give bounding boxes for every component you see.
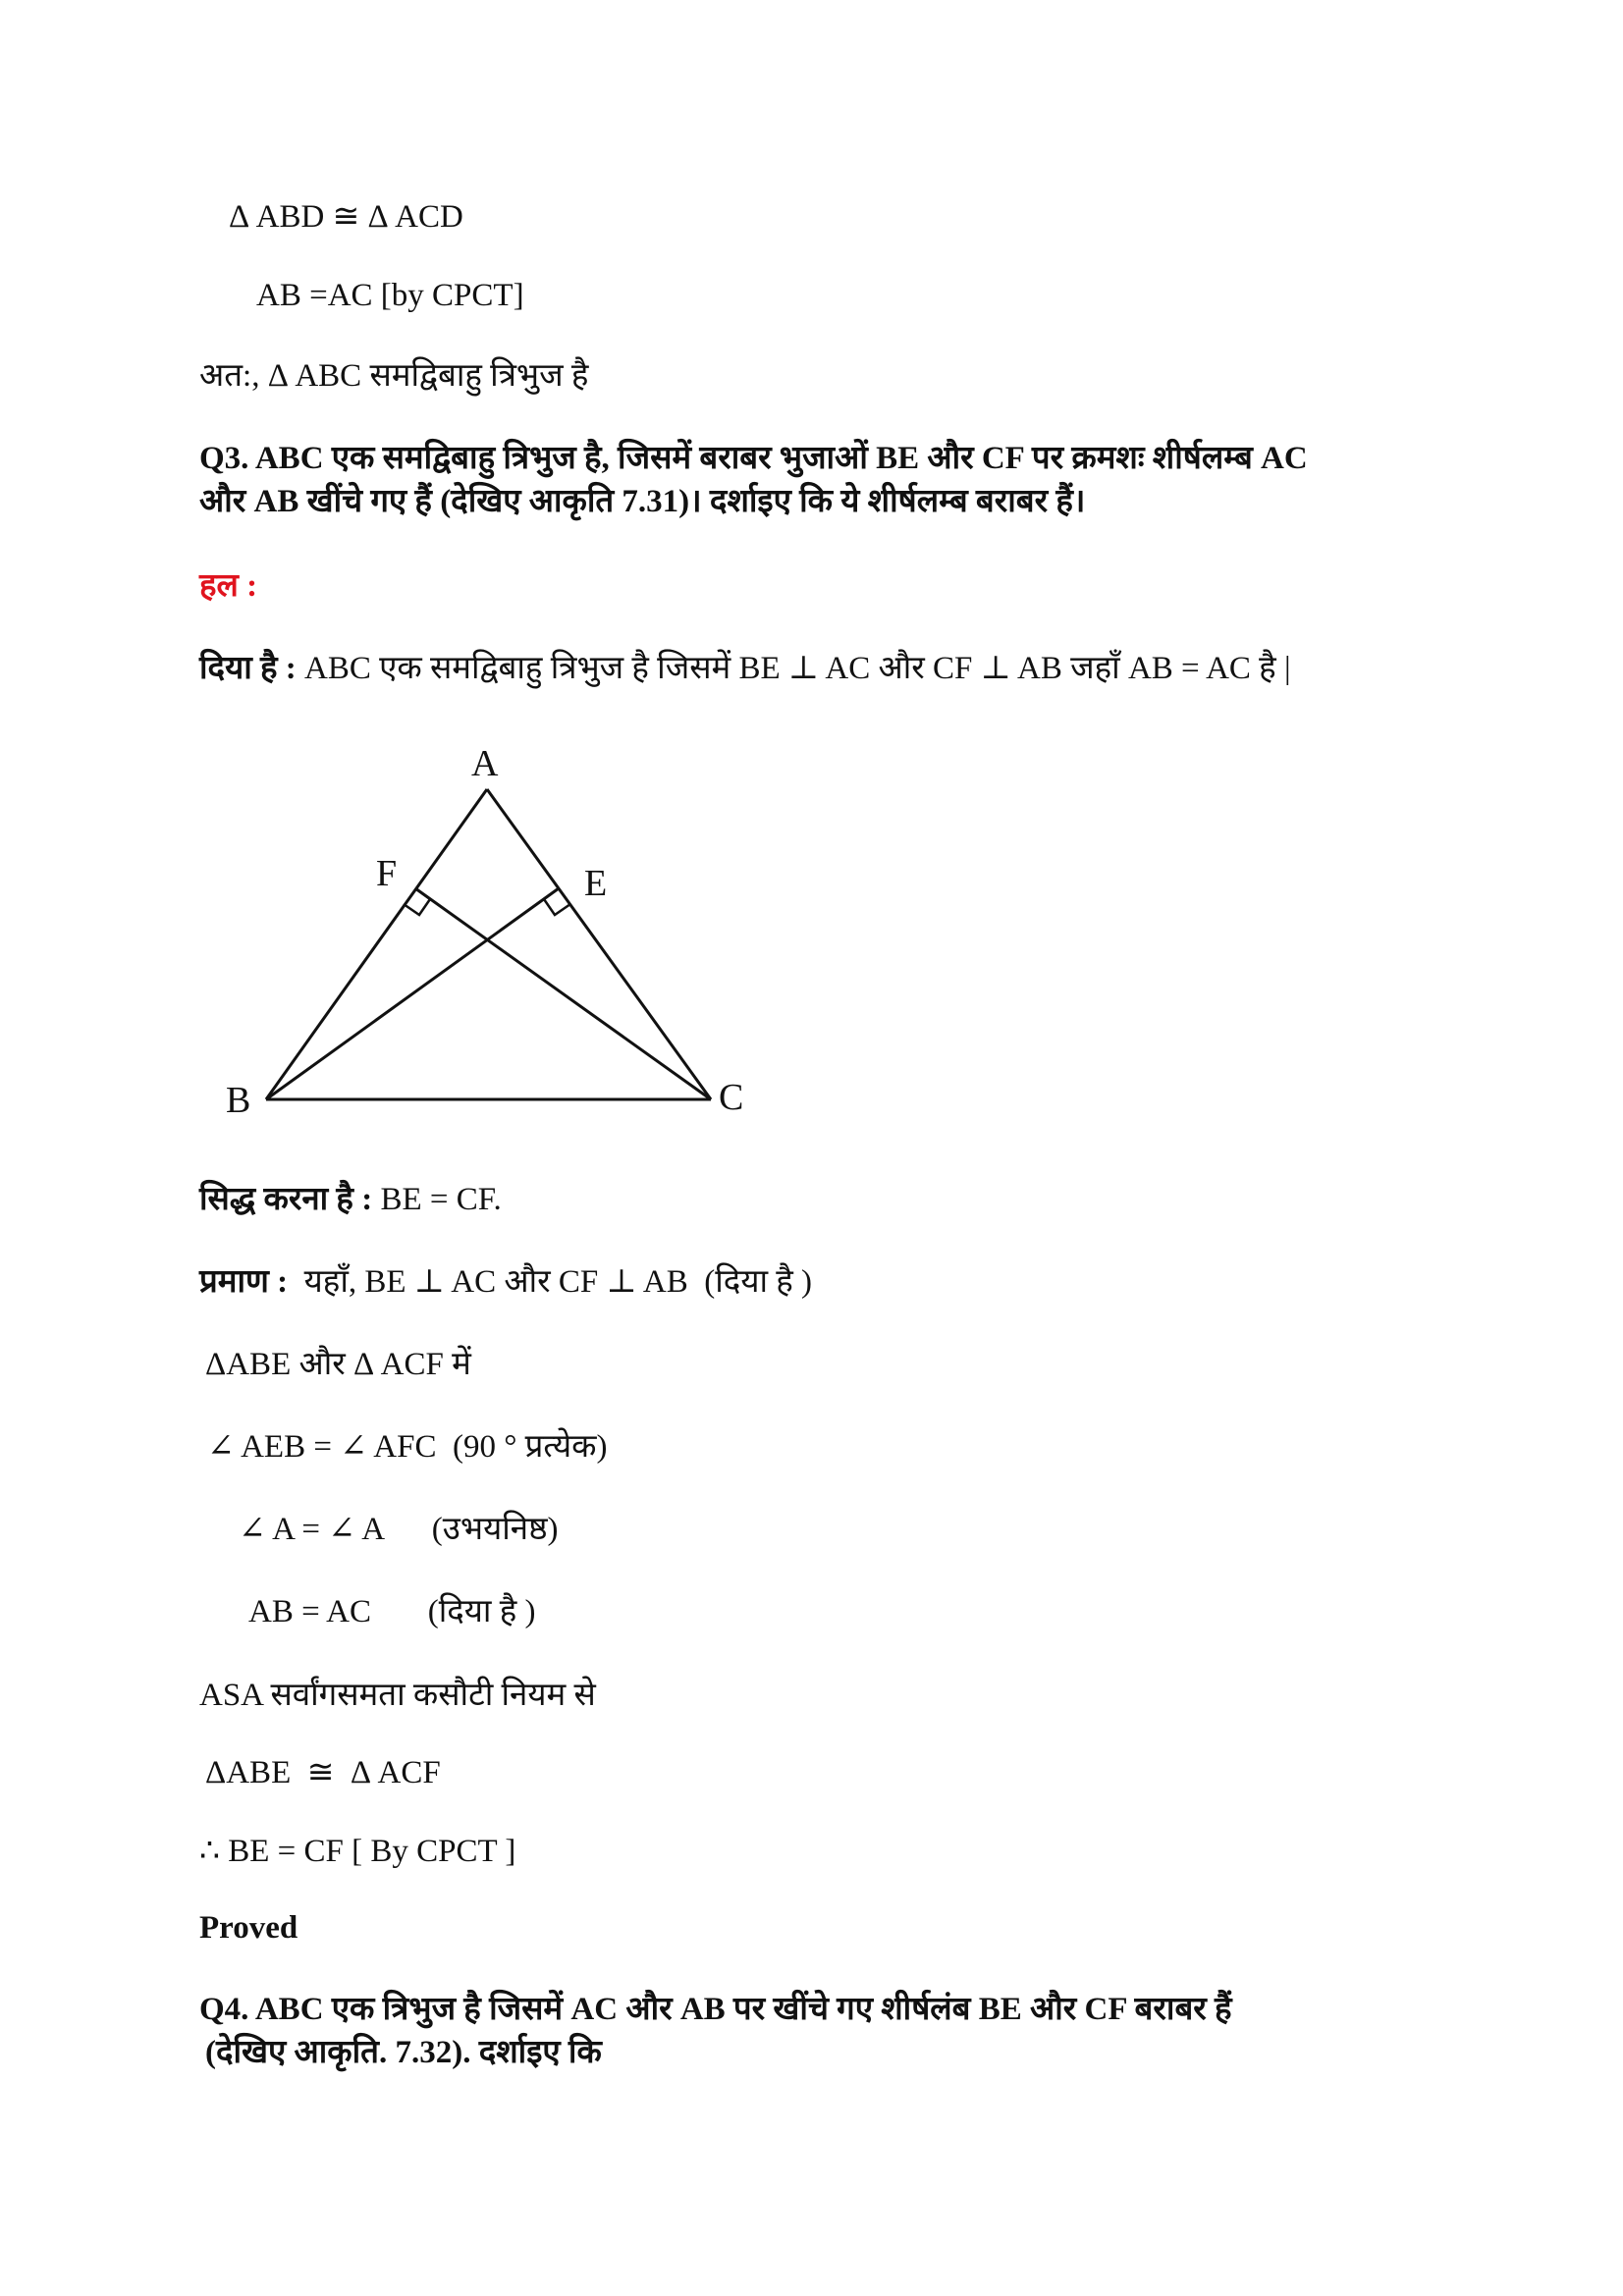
question-4-line-2: (देखिए आकृति. 7.32). दर्शाइए कि	[205, 2035, 602, 2070]
proof-line	[199, 1262, 812, 1302]
proof-step-3: ∠ A = ∠ A (उभयनिष्ठ)	[239, 1512, 559, 1547]
proof-step-5: ASA सर्वांगसमता कसौटी नियम से	[199, 1678, 596, 1713]
proved-label: Proved	[199, 1910, 298, 1946]
label-a: A	[471, 743, 499, 784]
solution-heading: हल :	[199, 568, 258, 604]
label-c: C	[719, 1077, 744, 1118]
side-ab	[266, 789, 487, 1099]
to-prove-text: BE = CF.	[372, 1182, 502, 1217]
congruence-line: Δ ABD ≅ Δ ACD	[229, 199, 463, 235]
label-f: F	[376, 853, 398, 894]
given-text: ABC एक समद्विबाहु त्रिभुज है जिसमें BE ⊥ AC और CF ⊥ AB जहाँ AB = AC है |	[296, 651, 1291, 686]
proof-step-2: ∠ AEB = ∠ AFC (90 ° प्रत्येक)	[207, 1429, 608, 1465]
question-3-line-2: और AB खींचे गए हैं (देखिए आकृति 7.31)। दर्शाइए कि ये शीर्षलम्ब बराबर हैं।	[199, 484, 1086, 519]
side-ac	[487, 789, 711, 1099]
proof-label: प्रमाण :	[199, 1264, 289, 1300]
proof-step-4: AB = AC (दिया है )	[248, 1594, 536, 1629]
altitude-cf	[415, 888, 711, 1099]
proof-step-7: ∴ BE = CF [ By CPCT ]	[199, 1834, 516, 1869]
altitude-be	[266, 888, 559, 1099]
question-3-line-1: Q3. ABC एक समद्विबाहु त्रिभुज है, जिसमें बराबर भुजाओं BE और CF पर क्रमशः शीर्षलम्ब AC	[199, 441, 1308, 476]
proof-step-6: ΔABE ≅ Δ ACF	[205, 1755, 441, 1790]
conclusion-line: अत:, Δ ABC समद्विबाहु त्रिभुज है	[199, 358, 589, 394]
to-prove-label: सिद्ध करना है :	[199, 1182, 373, 1217]
label-b: B	[226, 1080, 251, 1121]
proof-text: यहाँ, BE ⊥ AC और CF ⊥ AB (दिया है )	[288, 1264, 813, 1300]
label-e: E	[584, 863, 608, 904]
proof-step-1: ΔABE और Δ ACF में	[205, 1347, 471, 1382]
given-label: दिया है :	[199, 651, 297, 686]
cpct-line: AB =AC [by CPCT]	[256, 278, 524, 313]
question-4-line-1: Q4. ABC एक त्रिभुज है जिसमें AC और AB पर खींचे गए शीर्षलंब BE और CF बराबर हैं	[199, 1992, 1232, 2027]
to-prove-line	[199, 1180, 502, 1219]
